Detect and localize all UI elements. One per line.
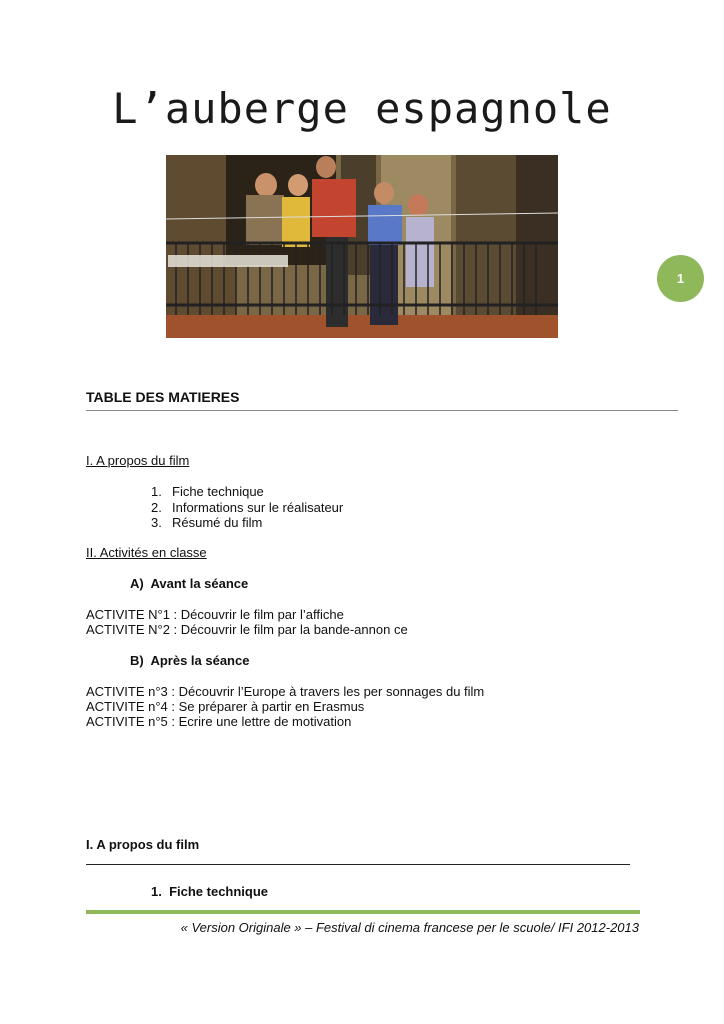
activity-line: ACTIVITE N°2 : Découvrir le film par la bande-annon ce <box>86 622 408 637</box>
section1-rule <box>86 864 630 865</box>
toc-heading-rule <box>86 410 678 411</box>
toc-heading: TABLE DES MATIERES <box>86 389 240 405</box>
toc-item: 2. Informations sur le réalisateur <box>151 499 344 515</box>
toc-sub-b: B) Après la séance <box>130 653 250 668</box>
toc-part1-list <box>151 484 343 531</box>
activity-line: ACTIVITE N°1 : Découvrir le film par l’affiche <box>86 607 344 622</box>
section1-heading: I. A propos du film <box>86 837 200 852</box>
section1-subheading: 1. Fiche technique <box>151 884 269 899</box>
film-still-photo <box>166 155 558 338</box>
toc-part2-label: II. Activités en classe <box>86 545 207 560</box>
footer-text: « Version Originale » – Festival di cinema francese per le scuole/ IFI 2012-2013 <box>180 920 639 935</box>
activity-line: ACTIVITE n°4 : Se préparer à partir en Erasmus <box>86 699 365 714</box>
toc-sub-a: A) Avant la séance <box>130 576 249 591</box>
toc-part1-label: I. A propos du film <box>86 453 190 468</box>
footer-accent-bar <box>86 910 640 914</box>
activity-line: ACTIVITE n°3 : Découvrir l’Europe à travers les per sonnages du film <box>86 684 485 699</box>
document-title: L’auberge espagnole <box>112 84 612 133</box>
activity-line: ACTIVITE n°5 : Ecrire une lettre de motivation <box>86 714 352 729</box>
page-number-badge: 1 <box>657 255 704 302</box>
toc-item: 3. Résumé du film <box>151 515 263 530</box>
toc-item: 1. Fiche technique <box>151 484 264 499</box>
